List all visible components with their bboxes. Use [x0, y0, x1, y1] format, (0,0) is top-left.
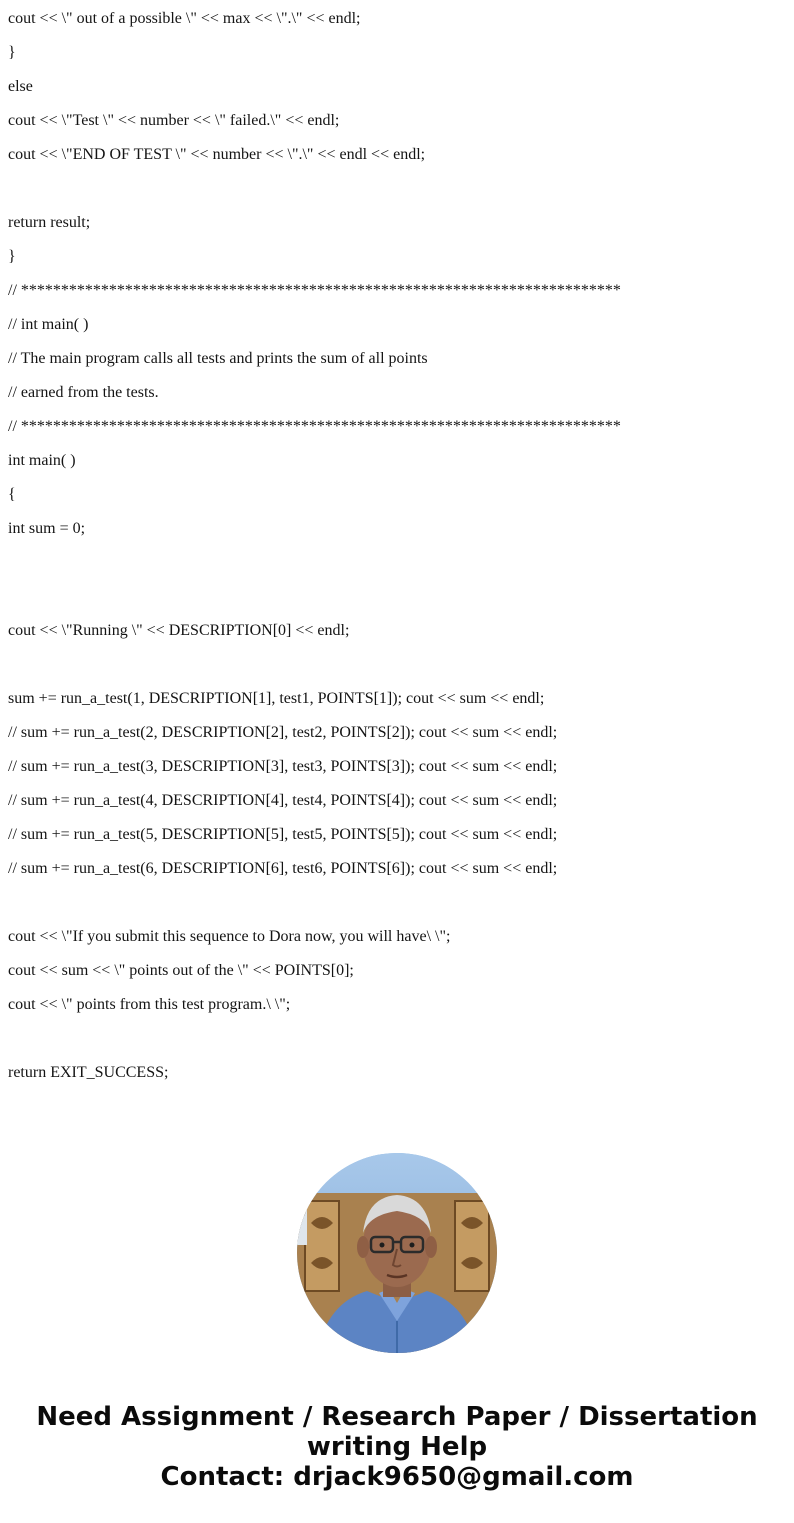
code-line: } [8, 44, 16, 61]
code-line: // *************************************************************************** [8, 418, 621, 435]
code-line: // The main program calls all tests and prints the sum of all points [8, 350, 428, 367]
code-listing [8, 2, 788, 1090]
banner-subheadline: writing Help [306, 1432, 488, 1462]
code-line [8, 546, 788, 580]
code-line: // sum += run_a_test(3, DESCRIPTION[3], test3, POINTS[3]); cout << sum << endl; [8, 758, 558, 775]
banner-headline: Need Assignment / Research Paper / Dissertation [36, 1402, 758, 1432]
code-line: int sum = 0; [8, 520, 86, 537]
code-line: return result; [8, 214, 91, 231]
code-line: cout << sum << \" points out of the \" << POINTS[0]; [8, 962, 354, 979]
code-line: { [8, 486, 16, 503]
code-line [8, 580, 788, 614]
code-line: int main( ) [8, 452, 76, 469]
person-photo-icon [297, 1153, 497, 1353]
code-line: cout << \"If you submit this sequence to Dora now, you will have\ \"; [8, 928, 451, 945]
code-line: cout << \"Test \" << number << \" failed.\" << endl; [8, 112, 340, 129]
code-line [8, 886, 788, 920]
code-line: else [8, 78, 33, 95]
code-line: // sum += run_a_test(6, DESCRIPTION[6], test6, POINTS[6]); cout << sum << endl; [8, 860, 558, 877]
code-line: cout << \" out of a possible \" << max << \".\" << endl; [8, 10, 361, 27]
code-line: // sum += run_a_test(4, DESCRIPTION[4], test4, POINTS[4]); cout << sum << endl; [8, 792, 558, 809]
contact-banner [0, 1402, 794, 1492]
code-line [8, 648, 788, 682]
code-line: cout << \"END OF TEST \" << number << \".\" << endl << endl; [8, 146, 426, 163]
code-line: cout << \"Running \" << DESCRIPTION[0] << endl; [8, 622, 350, 639]
code-line: // sum += run_a_test(2, DESCRIPTION[2], test2, POINTS[2]); cout << sum << endl; [8, 724, 558, 741]
author-avatar [297, 1153, 497, 1353]
code-line: // sum += run_a_test(5, DESCRIPTION[5], test5, POINTS[5]); cout << sum << endl; [8, 826, 558, 843]
code-line: cout << \" points from this test program.\ \"; [8, 996, 291, 1013]
contact-email: Contact: drjack9650@gmail.com [160, 1462, 634, 1492]
code-line [8, 172, 788, 206]
code-line: // earned from the tests. [8, 384, 159, 401]
code-line: } [8, 248, 16, 265]
code-line: // *************************************************************************** [8, 282, 621, 299]
code-line: // int main( ) [8, 316, 89, 333]
code-line: sum += run_a_test(1, DESCRIPTION[1], test1, POINTS[1]); cout << sum << endl; [8, 690, 545, 707]
code-line: return EXIT_SUCCESS; [8, 1064, 169, 1081]
code-line [8, 1022, 788, 1056]
